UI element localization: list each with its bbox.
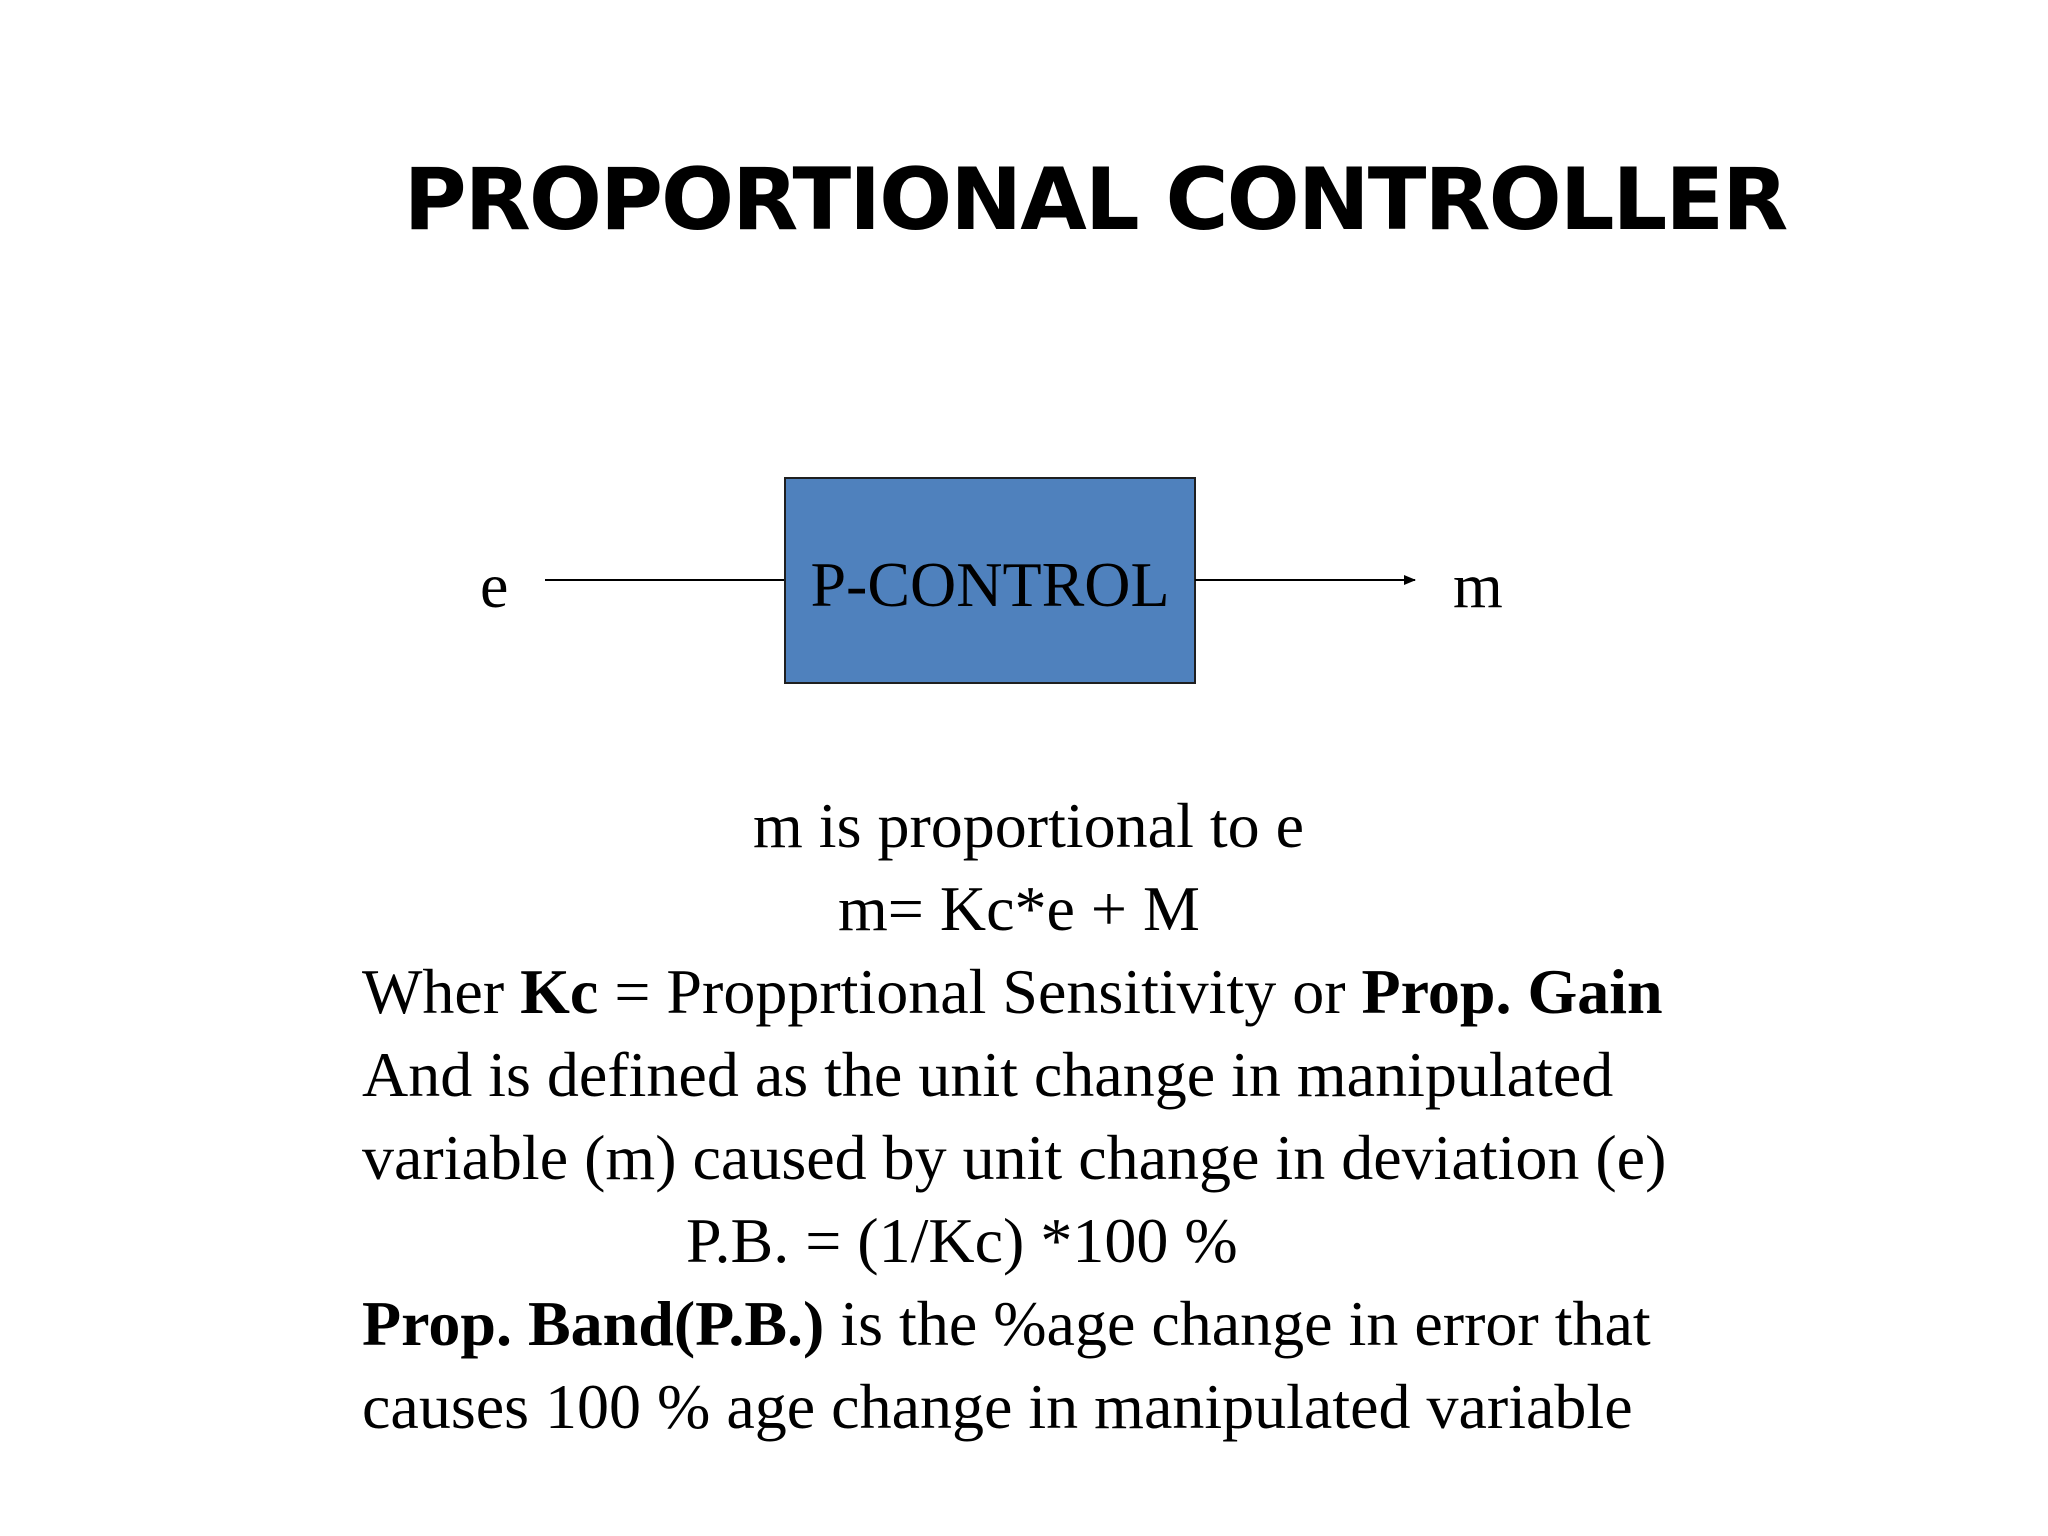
control-equation: m= Kc*e + M xyxy=(838,873,1200,944)
kc-definition-line xyxy=(362,950,1663,1033)
slide-title: PROPORTIONAL CONTROLLER xyxy=(403,150,1787,250)
input-label-e: e xyxy=(480,550,509,621)
pb-definition-line xyxy=(362,1282,1651,1365)
proportional-statement: m is proportional to e xyxy=(753,790,1305,861)
kc-definition-prefix: Wher xyxy=(362,956,521,1027)
pb-equation: P.B. = (1/Kc) *100 % xyxy=(686,1205,1238,1276)
output-label-m: m xyxy=(1453,550,1503,621)
pb-definition-line-2: causes 100 % age change in manipulated variable xyxy=(362,1371,1633,1442)
kc-term: Kc xyxy=(520,956,599,1027)
prop-gain-term: Prop. Gain xyxy=(1361,956,1663,1027)
definition-line-2: variable (m) caused by unit change in deviation (e) xyxy=(362,1122,1667,1193)
definition-line-1: And is defined as the unit change in manipulated xyxy=(362,1039,1614,1110)
pb-definition-rest: is the %age change in error that xyxy=(824,1288,1651,1359)
prop-band-term: Prop. Band(P.B.) xyxy=(362,1288,825,1359)
kc-definition-middle: = Propprtional Sensitivity or xyxy=(598,956,1362,1027)
p-control-label: P-CONTROL xyxy=(810,549,1170,620)
